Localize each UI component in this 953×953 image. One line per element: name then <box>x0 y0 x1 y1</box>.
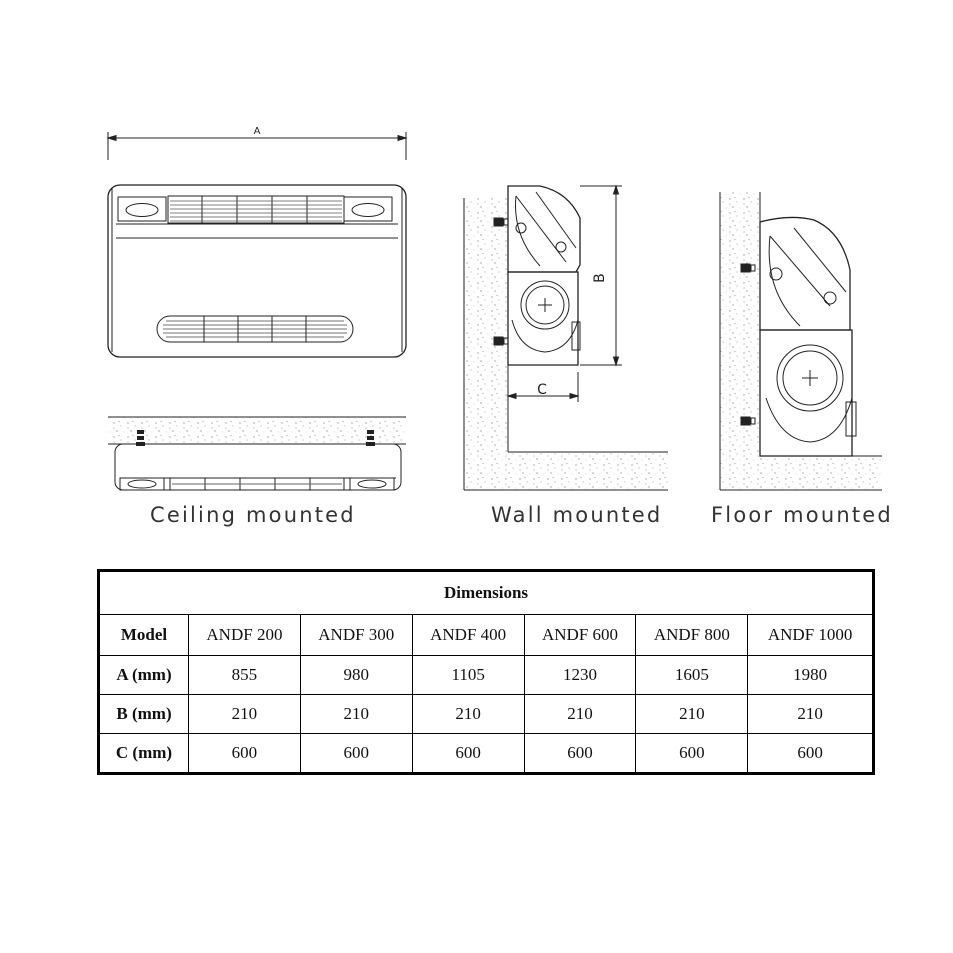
table-cell: 1980 <box>748 656 874 695</box>
row-label: A (mm) <box>99 656 189 695</box>
ceiling-front-view <box>108 132 406 357</box>
table-cell: 210 <box>748 695 874 734</box>
table-cell: 980 <box>300 656 412 695</box>
header-model: ANDF 800 <box>636 615 748 656</box>
table-row <box>99 656 874 695</box>
table-cell: 210 <box>412 695 524 734</box>
table-cell: 210 <box>524 695 636 734</box>
caption-wall-mounted: Wall mounted <box>491 503 663 527</box>
table-cell: 210 <box>189 695 301 734</box>
table-cell: 600 <box>636 734 748 774</box>
dimensions-table <box>97 569 875 775</box>
header-model: ANDF 200 <box>189 615 301 656</box>
table-title: Dimensions <box>99 571 874 615</box>
row-label: B (mm) <box>99 695 189 734</box>
table-title-row <box>99 571 874 615</box>
header-model: ANDF 300 <box>300 615 412 656</box>
wall-mounted-view <box>464 186 668 490</box>
table-cell: 1105 <box>412 656 524 695</box>
header-model-label: Model <box>99 615 189 656</box>
header-model: ANDF 400 <box>412 615 524 656</box>
table-cell: 1230 <box>524 656 636 695</box>
ceiling-installed-view <box>108 417 406 490</box>
table-row <box>99 695 874 734</box>
table-cell: 855 <box>189 656 301 695</box>
dimension-a-label: A <box>253 126 261 137</box>
table-cell: 600 <box>412 734 524 774</box>
dimension-b-label: B <box>592 273 608 283</box>
header-model: ANDF 600 <box>524 615 636 656</box>
table-header-row <box>99 615 874 656</box>
table-row <box>99 734 874 774</box>
caption-floor-mounted: Floor mounted <box>711 503 893 527</box>
floor-mounted-view <box>720 192 882 490</box>
table-cell: 600 <box>748 734 874 774</box>
dimension-c-label: C <box>537 382 547 398</box>
table-cell: 600 <box>524 734 636 774</box>
row-label: C (mm) <box>99 734 189 774</box>
caption-ceiling-mounted: Ceiling mounted <box>150 503 356 527</box>
table-cell: 600 <box>189 734 301 774</box>
table-cell: 210 <box>300 695 412 734</box>
table-cell: 1605 <box>636 656 748 695</box>
header-model: ANDF 1000 <box>748 615 874 656</box>
table-cell: 210 <box>636 695 748 734</box>
table-cell: 600 <box>300 734 412 774</box>
